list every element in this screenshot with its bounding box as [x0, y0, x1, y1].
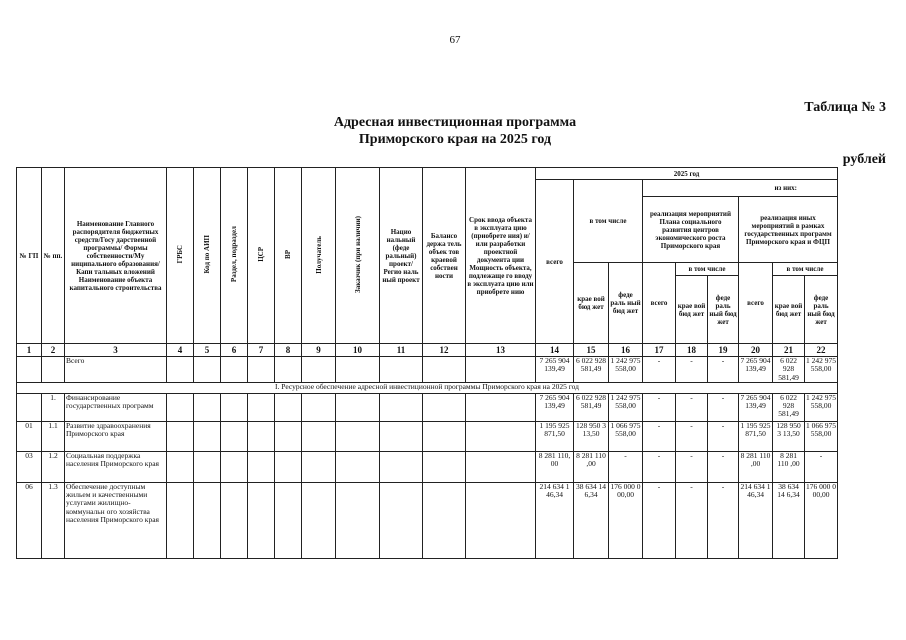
- empty-cell: [380, 421, 423, 451]
- cell-pp: 1.2: [42, 451, 65, 482]
- header-regional-budget: крае вой бюд жет: [574, 263, 609, 344]
- header-other-regional: крае вой бюд жет: [773, 276, 805, 344]
- col-number: 12: [423, 344, 466, 357]
- header-vr: ВР: [284, 250, 292, 259]
- col-number: 18: [676, 344, 708, 357]
- cell-plan-federal: -: [708, 393, 739, 421]
- col-number: 15: [574, 344, 609, 357]
- empty-cell: [194, 451, 221, 482]
- empty-cell: [248, 451, 275, 482]
- cell-plan-federal: -: [708, 451, 739, 482]
- cell-name: Финансирование государственных программ: [65, 393, 167, 421]
- empty-cell: [423, 393, 466, 421]
- cell-pp: 1.1: [42, 421, 65, 451]
- cell-regional: 8 281 110 ,00: [574, 451, 609, 482]
- empty-cell: [221, 393, 248, 421]
- empty-cell: [336, 421, 380, 451]
- cell-federal: 1 242 975 558,00: [609, 357, 643, 383]
- cell-other-total: 214 634 1 46,34: [739, 482, 773, 558]
- cell-plan-regional: -: [676, 482, 708, 558]
- header-federal-budget: феде раль ный бюд жет: [609, 263, 643, 344]
- cell-name: Всего: [65, 357, 167, 383]
- cell-plan-total: -: [643, 393, 676, 421]
- empty-cell: [380, 482, 423, 558]
- header-incl: в том числе: [574, 180, 643, 263]
- column-number-row: [17, 344, 838, 357]
- investment-table: [16, 167, 838, 559]
- cell-plan-regional: -: [676, 357, 708, 383]
- empty-cell: [275, 393, 302, 421]
- cell-plan-federal: -: [708, 421, 739, 451]
- header-commission-date: Срок ввода объекта в эксплуата цию (приобрете ния) и/или разработки проектной документа ции Мощность объекта, подлежаще го вводу в эксплуата цию или приобрете нию: [466, 168, 536, 344]
- empty-cell: [167, 393, 194, 421]
- empty-cell: [302, 421, 336, 451]
- cell-regional: 38 634 14 6,34: [574, 482, 609, 558]
- cell-other-federal: 1 242 975 558,00: [805, 357, 838, 383]
- title-line-2: Приморского края на 2025 год: [358, 132, 552, 147]
- col-number: 4: [167, 344, 194, 357]
- header-group-plan: реализация мероприятий Плана социального развития центров экономического роста Приморского края: [643, 197, 739, 263]
- cell-other-regional: 38 634 14 6,34: [773, 482, 805, 558]
- header-csr-cell: [248, 168, 275, 344]
- cell-plan-total: -: [643, 421, 676, 451]
- header-other-total: всего: [739, 263, 773, 344]
- cell-other-total: 7 265 904 139,49: [739, 393, 773, 421]
- empty-cell: [466, 482, 536, 558]
- empty-cell: [423, 482, 466, 558]
- cell-plan-regional: -: [676, 451, 708, 482]
- cell-gp: 03: [17, 451, 42, 482]
- table-label: Таблица № 3: [804, 100, 886, 115]
- cell-gp: [17, 357, 42, 383]
- empty-cell: [194, 393, 221, 421]
- cell-other-total: 8 281 110 ,00: [739, 451, 773, 482]
- cell-federal: 1 066 975 558,00: [609, 421, 643, 451]
- cell-plan-federal: -: [708, 357, 739, 383]
- header-name: Наименование Главного распорядителя бюджетных средств/Госу дарственной программы/ Формы собственности/Му ниципального образования/Капи тальных вложений Наименование объекта капитального строительства: [65, 168, 167, 344]
- cell-other-federal: -: [805, 451, 838, 482]
- header-row-1: [17, 168, 838, 180]
- header-plan-regional: крае вой бюд жет: [676, 276, 708, 344]
- cell-other-federal: 176 000 0 00,00: [805, 482, 838, 558]
- table-row: [17, 421, 838, 451]
- header-recipient: Получатель: [314, 235, 323, 274]
- col-number: 8: [275, 344, 302, 357]
- header-pp: № пп.: [42, 168, 65, 344]
- header-group-other: реализация иных мероприятий в рамках государственных программ Приморского края и ФЦП: [739, 197, 838, 263]
- col-number: 3: [65, 344, 167, 357]
- empty-cell: [221, 421, 248, 451]
- empty-cell: [380, 357, 423, 383]
- empty-cell: [423, 451, 466, 482]
- empty-cell: [248, 482, 275, 558]
- empty-cell: [275, 421, 302, 451]
- cell-other-regional: 6 022 928 581,49: [773, 393, 805, 421]
- cell-pp: [42, 357, 65, 383]
- cell-total: 7 265 904 139,49: [536, 393, 574, 421]
- header-plan-incl: в том числе: [676, 263, 739, 276]
- empty-cell: [275, 482, 302, 558]
- cell-federal: 1 242 975 558,00: [609, 393, 643, 421]
- header-national-project: Нацио нальный (феде ральный) проект/ Регио наль ный проект: [380, 168, 423, 344]
- empty-cell: [466, 393, 536, 421]
- cell-pp: 1.: [42, 393, 65, 421]
- col-number: 22: [805, 344, 838, 357]
- cell-plan-regional: -: [676, 421, 708, 451]
- header-year: 2025 год: [536, 168, 838, 180]
- empty-cell: [194, 357, 221, 383]
- empty-cell: [275, 357, 302, 383]
- cell-plan-federal: -: [708, 482, 739, 558]
- col-number: 6: [221, 344, 248, 357]
- cell-federal: -: [609, 451, 643, 482]
- header-aip-code: Код по АИП: [203, 235, 211, 274]
- empty-cell: [167, 451, 194, 482]
- col-number: 1: [17, 344, 42, 357]
- cell-pp: 1.3: [42, 482, 65, 558]
- empty-cell: [423, 421, 466, 451]
- col-number: 9: [302, 344, 336, 357]
- empty-cell: [380, 393, 423, 421]
- header-recipient-cell: [302, 168, 336, 344]
- empty-cell: [380, 451, 423, 482]
- cell-other-regional: 128 950 3 13,50: [773, 421, 805, 451]
- empty-cell: [336, 393, 380, 421]
- header-customer: Заказчик (при наличии): [353, 216, 362, 293]
- cell-gp: 01: [17, 421, 42, 451]
- cell-other-federal: 1 066 975 558,00: [805, 421, 838, 451]
- empty-cell: [221, 451, 248, 482]
- header-vr-cell: [275, 168, 302, 344]
- header-csr: ЦСР: [257, 247, 265, 262]
- cell-plan-total: -: [643, 357, 676, 383]
- header-gp: № ГП: [17, 168, 42, 344]
- cell-total: 1 195 925 871,50: [536, 421, 574, 451]
- cell-other-total: 7 265 904 139,49: [739, 357, 773, 383]
- empty-cell: [194, 421, 221, 451]
- header-total: всего: [536, 180, 574, 344]
- header-other-incl: в том числе: [773, 263, 838, 276]
- header-grbs: ГРБС: [176, 245, 184, 264]
- col-number: 20: [739, 344, 773, 357]
- cell-other-regional: 8 281 110 ,00: [773, 451, 805, 482]
- col-number: 21: [773, 344, 805, 357]
- empty-cell: [336, 357, 380, 383]
- empty-cell: [302, 482, 336, 558]
- cell-other-regional: 6 022 928 581,49: [773, 357, 805, 383]
- cell-total: 214 634 1 46,34: [536, 482, 574, 558]
- table-row-total: [17, 357, 838, 383]
- empty-cell: [248, 393, 275, 421]
- empty-cell: [302, 451, 336, 482]
- header-balance-holder: Балансо держа тель объек тов краевой собствен ности: [423, 168, 466, 344]
- col-number: 10: [336, 344, 380, 357]
- cell-plan-regional: -: [676, 393, 708, 421]
- empty-cell: [221, 482, 248, 558]
- empty-cell: [248, 421, 275, 451]
- header-plan-federal: феде раль ный бюд жет: [708, 276, 739, 344]
- currency-label: рублей: [842, 152, 886, 167]
- header-of-which: из них:: [643, 180, 838, 197]
- table-row: [17, 482, 838, 558]
- header-aip-cell: [194, 168, 221, 344]
- col-number: 7: [248, 344, 275, 357]
- header-section-cell: [221, 168, 248, 344]
- col-number: 13: [466, 344, 536, 357]
- section-row: [17, 382, 838, 393]
- cell-total: 7 265 904 139,49: [536, 357, 574, 383]
- cell-regional: 6 022 928 581,49: [574, 357, 609, 383]
- empty-cell: [423, 357, 466, 383]
- header-customer-cell: [336, 168, 380, 344]
- header-other-federal: феде раль ный бюд жет: [805, 276, 838, 344]
- cell-regional: 6 022 928 581,49: [574, 393, 609, 421]
- empty-cell: [466, 451, 536, 482]
- col-number: 11: [380, 344, 423, 357]
- cell-name: Социальная поддержка населения Приморского края: [65, 451, 167, 482]
- cell-plan-total: -: [643, 451, 676, 482]
- empty-cell: [275, 451, 302, 482]
- empty-cell: [466, 357, 536, 383]
- empty-cell: [248, 357, 275, 383]
- col-number: 2: [42, 344, 65, 357]
- empty-cell: [302, 393, 336, 421]
- empty-cell: [167, 357, 194, 383]
- cell-gp: [17, 393, 42, 421]
- header-plan-total: всего: [643, 263, 676, 344]
- cell-other-total: 1 195 925 871,50: [739, 421, 773, 451]
- cell-name: Обеспечение доступным жильем и качественными услугами жилищно-коммунальн ого хозяйства населения Приморского края: [65, 482, 167, 558]
- cell-federal: 176 000 0 00,00: [609, 482, 643, 558]
- empty-cell: [194, 482, 221, 558]
- col-number: 14: [536, 344, 574, 357]
- empty-cell: [221, 357, 248, 383]
- table-row: [17, 451, 838, 482]
- empty-cell: [167, 482, 194, 558]
- cell-gp: 06: [17, 482, 42, 558]
- cell-regional: 128 950 3 13,50: [574, 421, 609, 451]
- cell-name: Развитие здравоохранения Приморского края: [65, 421, 167, 451]
- empty-cell: [302, 357, 336, 383]
- title-line-1: Адресная инвестиционная программа: [333, 115, 577, 130]
- col-number: 19: [708, 344, 739, 357]
- col-number: 5: [194, 344, 221, 357]
- section-title: I. Ресурсное обеспечение адресной инвестиционной программы Приморского края на 2025 год: [17, 382, 838, 393]
- document-title: [220, 114, 690, 148]
- header-section: Раздел, подраздел: [230, 226, 238, 283]
- empty-cell: [336, 451, 380, 482]
- cell-plan-total: -: [643, 482, 676, 558]
- empty-cell: [336, 482, 380, 558]
- table-row: [17, 393, 838, 421]
- page-number: 67: [449, 34, 461, 46]
- header-grbs-cell: [167, 168, 194, 344]
- empty-cell: [466, 421, 536, 451]
- col-number: 17: [643, 344, 676, 357]
- empty-cell: [167, 421, 194, 451]
- cell-total: 8 281 110, 00: [536, 451, 574, 482]
- col-number: 16: [609, 344, 643, 357]
- cell-other-federal: 1 242 975 558,00: [805, 393, 838, 421]
